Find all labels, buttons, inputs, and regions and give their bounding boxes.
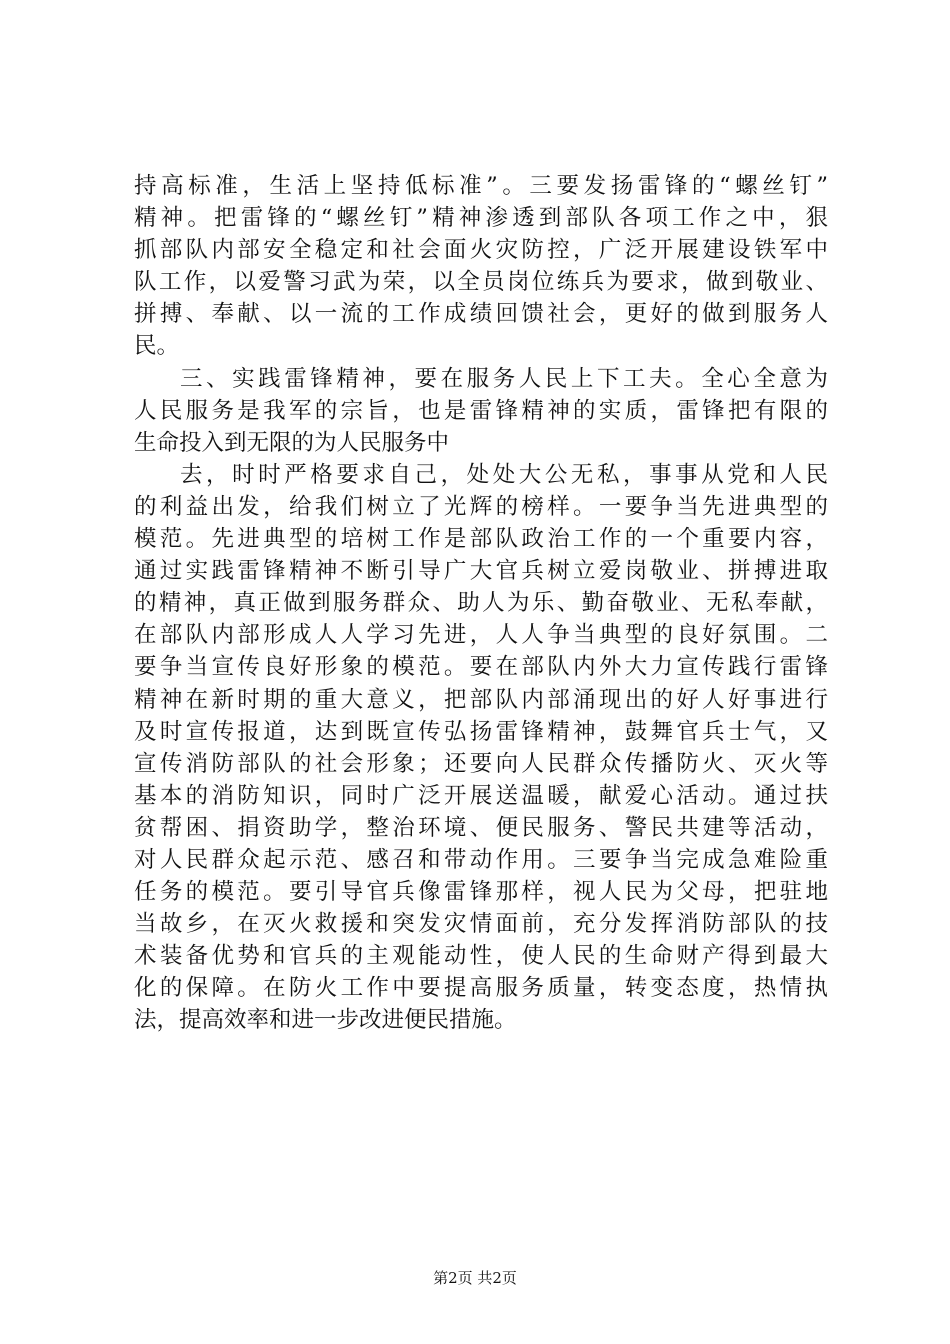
text-line: 对人民群众起示范、感召和带动作用。三要争当完成急难险重 [134, 846, 828, 873]
text-line: 术装备优势和官兵的主观能动性，使人民的生命财产得到最大 [134, 943, 828, 970]
text-line: 抓部队内部安全稳定和社会面火灾防控，广泛开展建设铁军中 [134, 237, 828, 264]
text-line: 在部队内部形成人人学习先进，人人争当典型的良好氛围。二 [134, 622, 828, 649]
text-line: 任务的模范。要引导官兵像雷锋那样，视人民为父母，把驻地 [134, 879, 828, 906]
text-line: 民。 [134, 333, 180, 360]
text-line: 贫帮困、捐资助学，整治环境、便民服务、警民共建等活动， [134, 814, 828, 841]
text-line: 要争当宣传良好形象的模范。要在部队内外大力宣传践行雷锋 [134, 654, 828, 681]
text-line: 及时宣传报道，达到既宣传弘扬雷锋精神，鼓舞官兵士气，又 [134, 718, 828, 745]
text-line: 三、实践雷锋精神，要在服务人民上下工夫。全心全意为 [180, 365, 828, 392]
text-line: 的利益出发，给我们树立了光辉的榜样。一要争当先进典型的 [134, 493, 828, 520]
text-line: 宣传消防部队的社会形象；还要向人民群众传播防火、灭火等 [134, 750, 828, 777]
text-line: 通过实践雷锋精神不断引导广大官兵树立爱岗敬业、拼搏进取 [134, 558, 828, 585]
text-line: 的精神，真正做到服务群众、助人为乐、勤奋敬业、无私奉献， [134, 590, 828, 617]
text-line: 基本的消防知识，同时广泛开展送温暖，献爱心活动。通过扶 [134, 782, 828, 809]
page-footer: 第2页 共2页 [433, 1269, 517, 1287]
text-line: 模范。先进典型的培树工作是部队政治工作的一个重要内容， [134, 526, 828, 553]
text-line: 持高标准，生活上坚持低标准”。三要发扬雷锋的“螺丝钉” [134, 173, 828, 199]
text-line: 精神在新时期的重大意义，把部队内部涌现出的好人好事进行 [134, 686, 828, 713]
text-line: 法，提高效率和进一步改进便民措施。 [134, 1007, 517, 1034]
text-line: 人民服务是我军的宗旨，也是雷锋精神的实质，雷锋把有限的 [134, 397, 828, 424]
text-line: 化的保障。在防火工作中要提高服务质量，转变态度，热情执 [134, 975, 828, 1002]
text-line: 去，时时严格要求自己，处处大公无私，事事从党和人民 [180, 461, 828, 488]
text-line: 队工作，以爱警习武为荣，以全员岗位练兵为要求，做到敬业、 [134, 269, 828, 296]
text-line: 拼搏、奉献、以一流的工作成绩回馈社会，更好的做到服务人 [134, 301, 828, 328]
text-line: 精神。把雷锋的“螺丝钉”精神渗透到部队各项工作之中，狠 [134, 205, 828, 232]
text-line: 生命投入到无限的为人民服务中 [134, 429, 450, 456]
document-body [134, 170, 828, 1037]
text-line: 当故乡，在灭火救援和突发灾情面前，充分发挥消防部队的技 [134, 911, 828, 938]
